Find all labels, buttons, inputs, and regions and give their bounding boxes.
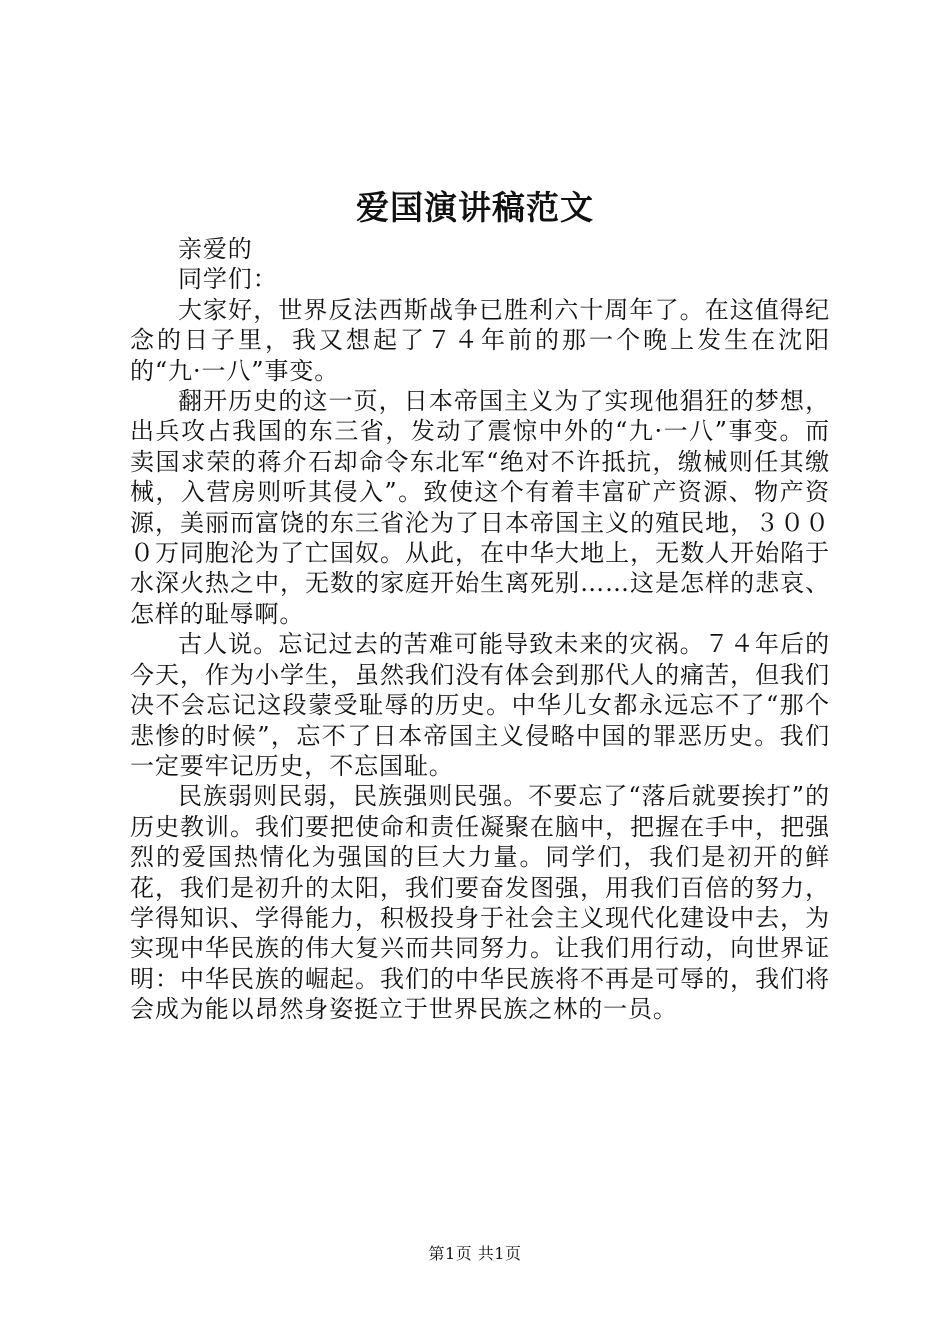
salutation-line-1: 亲爱的 (178, 235, 253, 263)
document-body (130, 234, 830, 1025)
paragraph: 翻开历史的这一页，日本帝国主义为了实现他猖狂的梦想，出兵攻占我国的东三省，发动了震惊中外的“九·一八”事变。而卖国求荣的蒋介石却命令东北军“绝对不许抵抗，缴械则任其缴械，入营房则听其侵入”。致使这个有着丰富矿产资源、物产资源，美丽而富饶的东三省沦为了日本帝国主义的殖民地，３０００万同胞沦为了亡国奴。从此，在中华大地上，无数人开始陷于水深火热之中，无数的家庭开始生离死别……这是怎样的悲哀、怎样的耻辱啊。 (130, 387, 830, 628)
salutation-line-2: 同学们： (178, 265, 278, 294)
document-title: 爱国演讲稿范文 (356, 188, 594, 227)
paragraph: 大家好，世界反法西斯战争已胜利六十周年了。在这值得纪念的日子里，我又想起了７４年前的那一个晚上发生在沈阳的“九·一八”事变。 (130, 295, 830, 385)
paragraph: 民族弱则民弱，民族强则民强。不要忘了“落后就要挨打”的历史教训。我们要把使命和责任凝聚在脑中，把握在手中，把强烈的爱国热情化为强国的巨大力量。同学们，我们是初开的鲜花，我们是初升的太阳，我们要奋发图强，用我们百倍的努力，学得知识、学得能力，积极投身于社会主义现代化建设中去，为实现中华民族的伟大复兴而共同努力。让我们用行动，向世界证明：中华民族的崛起。我们的中华民族将不再是可辱的，我们将会成为能以昂然身姿挺立于世界民族之林的一员。 (130, 782, 830, 1024)
paragraph: 古人说。忘记过去的苦难可能导致未来的灾祸。７４年后的今天，作为小学生，虽然我们没有体会到那代人的痛苦，但我们决不会忘记这段蒙受耻辱的历史。中华儿女都永远忘不了“那个悲惨的时候”，忘不了日本帝国主义侵略中国的罪恶历史。我们一定要牢记历史，不忘国耻。 (130, 630, 830, 780)
page-number-footer: 第1页 共1页 (428, 1244, 522, 1263)
